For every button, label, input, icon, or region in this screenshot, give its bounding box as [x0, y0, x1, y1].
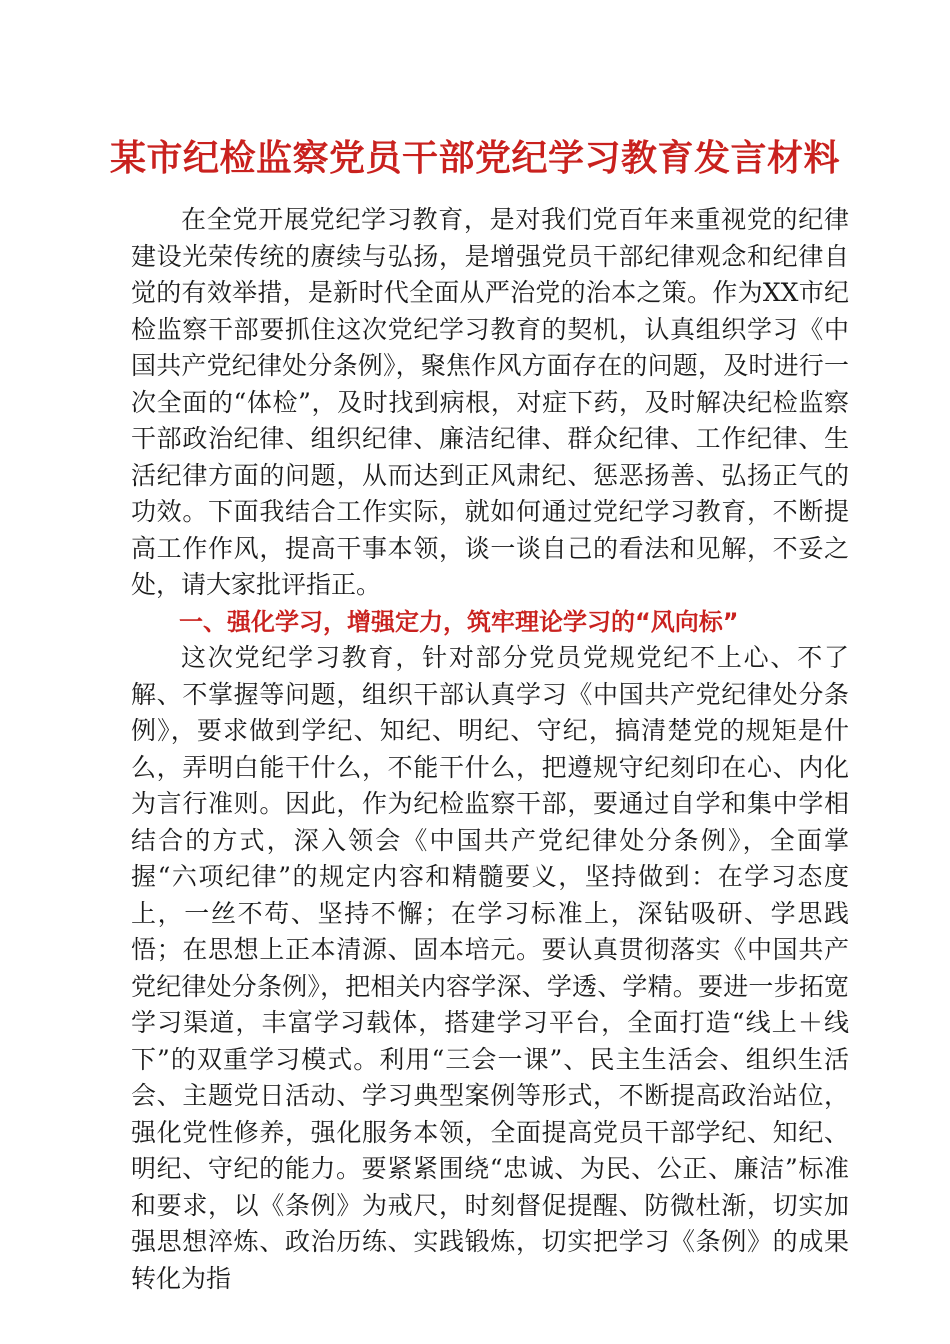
- document-body: [131, 202, 849, 1297]
- section-heading-1: 一、强化学习，增强定力，筑牢理论学习的“风向标”: [179, 607, 739, 636]
- document-title: 某市纪检监察党员干部党纪学习教育发言材料: [109, 138, 840, 179]
- intro-paragraph: 在全党开展党纪学习教育，是对我们党百年来重视党的纪律建设光荣传统的赓续与弘扬，是增强党员干部纪律观念和纪律自觉的有效举措，是新时代全面从严治党的治本之策。作为XX市纪检监察干部要抓住这次党纪学习教育的契机，认真组织学习《中国共产党纪律处分条例》，聚焦作风方面存在的问题，及时进行一次全面的“体检”，及时找到病根，对症下药，及时解决纪检监察干部政治纪律、组织纪律、廉洁纪律、群众纪律、工作纪律、生活纪律方面的问题，从而达到正风肃纪、惩恶扬善、弘扬正气的功效。下面我结合工作实际，就如何通过党纪学习教育，不断提高工作作风，提高干事本领，谈一谈自己的看法和见解，不妥之处，请大家批评指正。: [131, 205, 849, 599]
- section-1-paragraph: 这次党纪学习教育，针对部分党员党规党纪不上心、不了解、不掌握等问题，组织干部认真学习《中国共产党纪律处分条例》，要求做到学纪、知纪、明纪、守纪，搞清楚党的规矩是什么，弄明白能干什么，不能干什么，把遵规守纪刻印在心、内化为言行准则。因此，作为纪检监察干部，要通过自学和集中学相结合的方式，深入领会《中国共产党纪律处分条例》，全面掌握“六项纪律”的规定内容和精髓要义，坚持做到：在学习态度上，一丝不苟、坚持不懈；在学习标准上，深钻吸研、学思践悟；在思想上正本清源、固本培元。要认真贯彻落实《中国共产党纪律处分条例》，把相关内容学深、学透、学精。要进一步拓宽学习渠道，丰富学习载体，搭建学习平台，全面打造“线上＋线下”的双重学习模式。利用“三会一课”、民主生活会、组织生活会、主题党日活动、学习典型案例等形式，不断提高政治站位，强化党性修养，强化服务本领，全面提高党员干部学纪、知纪、明纪、守纪的能力。要紧紧围绕“忠诚、为民、公正、廉洁”标准和要求，以《条例》为戒尺，时刻督促提醒、防微杜渐，切实加强思想淬炼、政治历练、实践锻炼，切实把学习《条例》的成果转化为指: [131, 643, 849, 1293]
